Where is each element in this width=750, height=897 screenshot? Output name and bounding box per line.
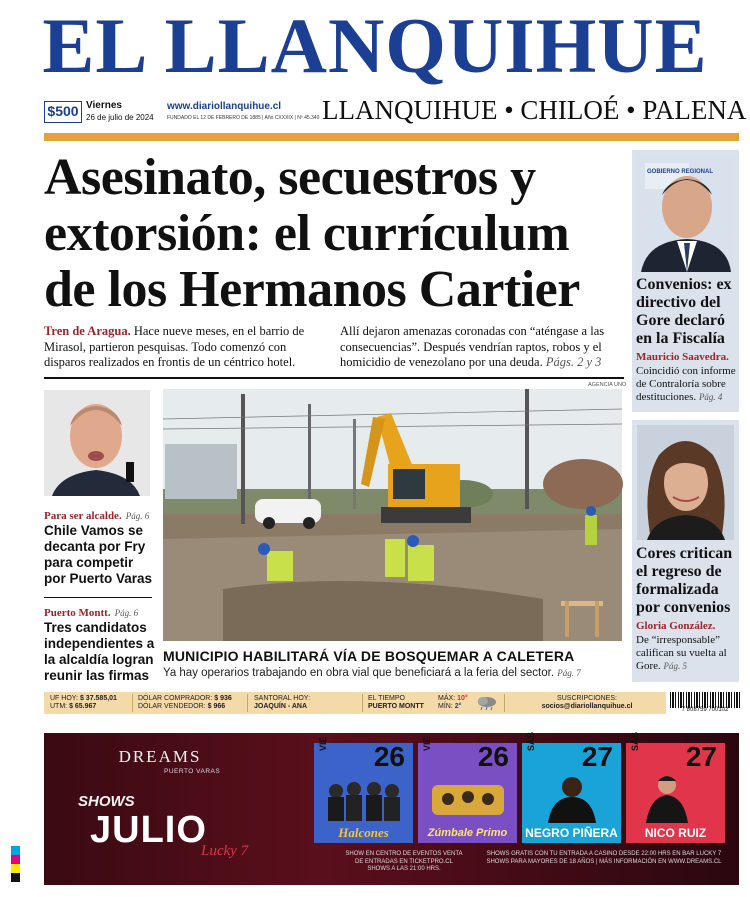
card-dow: SÁB: [526, 731, 536, 751]
ad-footer-left: SHOW EN CENTRO DE EVENTOS VENTA DE ENTRADAS EN TICKETPRO.CL SHOWS A LAS 21:00 HRS.: [345, 851, 463, 872]
masthead-divider: [44, 133, 739, 141]
band-photo: [428, 777, 508, 817]
lead-body-left: Hace nueve meses, en el barrio de Mirasol, partieron pesquisas. Todo comenzó con disparos realizados en frontis de un céntrico hotel.: [44, 324, 305, 369]
roadwork-photo: [163, 389, 622, 641]
weather-label: EL TIEMPO: [368, 695, 405, 702]
lead-divider: [44, 377, 624, 379]
band-photo: [324, 777, 404, 821]
card-day: 27: [581, 741, 613, 772]
uf-cell: [50, 695, 117, 711]
dolar-sell-value: $ 966: [207, 703, 226, 710]
comedian-photo: [542, 773, 602, 823]
side-story-2-text: [636, 634, 736, 673]
photo-caption: Ya hay operarios trabajando en obra vial que beneficiará a la feria del sector.: [163, 667, 555, 679]
portrait-candidate-photo: [44, 390, 150, 496]
card-name: Zúmbale Primo: [427, 827, 508, 839]
side-photo-1: [637, 155, 734, 272]
subs-email[interactable]: socios@diariollanquihue.cl: [541, 703, 633, 710]
weather-city: PUERTO MONTT: [368, 703, 424, 710]
max-label: MÁX:: [438, 695, 456, 702]
brief-photo-1: [44, 390, 150, 496]
comedian-photo: [642, 773, 692, 823]
dreams-advertisement[interactable]: [44, 733, 739, 885]
photo-caption-line: [163, 667, 581, 679]
brief-1-title[interactable]: Chile Vamos se decanta por Fry para competir por Puerto Varas: [44, 523, 153, 586]
dolar-sell-label: DÓLAR VENDEDOR:: [138, 703, 206, 710]
dollar-cell: [138, 695, 232, 711]
card-dow: SÁB: [630, 731, 640, 751]
uf-value: $ 37.585,01: [79, 695, 117, 702]
portrait-woman-photo: [637, 425, 734, 540]
dolar-buy-value: $ 936: [214, 695, 232, 702]
founded-line: FUNDADO EL 12 DE FEBRERO DE 1885 | Año CXXXIX | Nº 45.340: [167, 115, 320, 121]
side-story-1-kicker: Mauricio Saavedra.: [636, 351, 729, 363]
card-dow: VIE: [318, 736, 328, 751]
brief-2-kicker-line: [44, 603, 152, 621]
card-day: 26: [373, 741, 405, 772]
side-photo-2: [637, 425, 734, 540]
side-story-1-text: [636, 365, 736, 404]
brief-1-page: Pág. 6: [125, 511, 150, 521]
photo-sign-text: GOBIERNO REGIONAL: [647, 169, 714, 175]
ad-footer-right: SHOWS GRATIS CON TU ENTRADA A CASINO DESDE 22:00 HRS EN BAR LUCKY 7 SHOWS PARA MAYORES DE 18 AÑOS | MÁS INFORMACIÓN EN WWW.DREAMS.CL: [486, 851, 722, 865]
side-story-1-body: Coincidió con informe de Contraloría sobre destituciones.: [636, 365, 736, 403]
ad-shows: SHOWS: [78, 793, 135, 810]
card-day: 27: [685, 741, 717, 772]
side-story-2-kicker: Gloria González.: [636, 620, 716, 632]
ad-card-halcones[interactable]: [314, 736, 413, 843]
price-badge: $500: [44, 101, 82, 123]
lead-text-right: [340, 324, 622, 371]
issue-day: Viernes: [86, 100, 122, 111]
brief-1-kicker: Para ser alcalde.: [44, 510, 122, 522]
utm-label: UTM:: [50, 703, 68, 710]
weather-cell: [368, 695, 424, 711]
max-value: 10°: [457, 695, 468, 702]
card-name: NICO RUIZ: [644, 826, 707, 840]
barcode: [670, 692, 740, 708]
utm-value: $ 65.967: [69, 703, 97, 710]
santoral-cell: [254, 695, 310, 711]
side-story-1-page: Pág. 4: [698, 392, 723, 402]
ad-card-nico-ruiz[interactable]: [626, 731, 725, 843]
santoral-label: SANTORAL HOY:: [254, 695, 311, 702]
min-label: MÍN:: [438, 703, 453, 710]
main-photo[interactable]: [163, 389, 622, 641]
card-name: NEGRO PIÑERA: [525, 826, 618, 840]
ad-brand-sub: PUERTO VARAS: [164, 768, 221, 775]
ad-lucky: Lucky 7: [201, 843, 249, 859]
info-strip: [44, 692, 666, 714]
portrait-man-photo: [637, 155, 734, 272]
lead-text-left: [44, 324, 326, 371]
masthead-title: EL LLANQUIHUE: [42, 2, 708, 89]
print-color-marks: [11, 846, 20, 882]
lead-body-right: Allí dejaron amenazas coronadas con “aténgase a las consecuencias”. Después vendrían raptos, robos y el homicidio de venezolano por una deuda.: [340, 324, 605, 369]
ad-brand: DREAMS: [118, 747, 202, 766]
side-story-2-body: De “irresponsable” califican su vuelta al Gore.: [636, 634, 727, 672]
lead-pages: Págs. 2 y 3: [545, 355, 602, 369]
cloud-rain-icon: [476, 695, 498, 711]
photo-credit: AGENCIA UNO: [588, 382, 627, 388]
card-dow: VIE: [422, 736, 432, 751]
website-link[interactable]: www.diariollanquihue.cl: [167, 101, 282, 112]
barcode-number: 7 808759 700102: [681, 707, 729, 713]
temp-cell: [438, 695, 468, 711]
side-story-1-title[interactable]: Convenios: ex directivo del Gore declaró en la Fiscalía: [636, 276, 732, 347]
brief-2-title[interactable]: Tres candidatos independientes a la alcaldía logran reunir las firmas: [44, 620, 155, 683]
photo-page: Pág. 7: [557, 668, 581, 678]
card-day: 26: [477, 741, 509, 772]
uf-label: UF HOY:: [50, 695, 79, 702]
ad-card-negro-pinera[interactable]: [522, 731, 621, 843]
brief-2-page: Pág. 6: [114, 608, 139, 618]
regions-line: LLANQUIHUE • CHILOÉ • PALENA: [322, 95, 747, 125]
ad-card-zumbale[interactable]: [418, 736, 517, 843]
brief-1-kicker-line: [44, 506, 152, 524]
brief-divider: [44, 597, 152, 598]
dolar-buy-label: DÓLAR COMPRADOR:: [138, 695, 213, 702]
lead-kicker: Tren de Aragua.: [44, 324, 131, 338]
subs-label: SUSCRIPCIONES:: [557, 695, 617, 702]
photo-headline[interactable]: MUNICIPIO HABILITARÁ VÍA DE BOSQUEMAR A CALETERA: [163, 648, 575, 664]
side-story-2-page: Pág. 5: [663, 661, 687, 671]
lead-headline[interactable]: Asesinato, secuestros y extorsión: el currículum de los Hermanos Cartier: [44, 149, 580, 318]
ad-month: JULIO: [90, 809, 207, 851]
min-value: 2°: [454, 703, 462, 710]
subs-cell: [510, 695, 664, 711]
santoral-value: JOAQUÍN - ANA: [254, 703, 308, 710]
card-name: Halcones: [338, 825, 389, 840]
issue-date: 26 de julio de 2024: [86, 113, 154, 122]
side-story-2-title[interactable]: Cores critican el regreso de formalizada por convenios: [636, 545, 733, 616]
brief-2-kicker: Puerto Montt.: [44, 607, 111, 619]
